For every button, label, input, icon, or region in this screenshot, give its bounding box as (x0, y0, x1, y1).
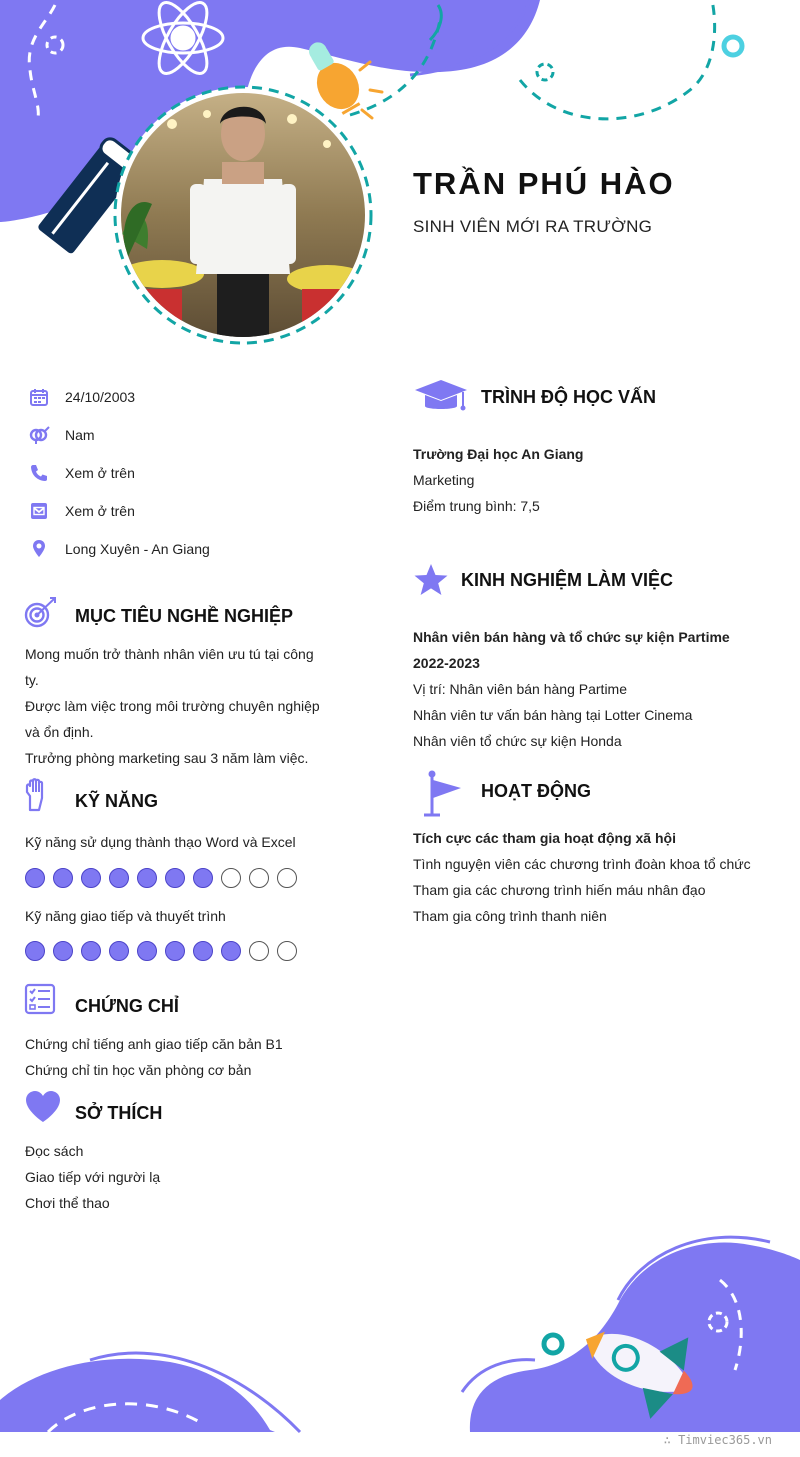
rating-dot-filled (25, 868, 45, 888)
rating-dot-filled (193, 868, 213, 888)
teal-ring-icon (544, 1335, 562, 1353)
skill-name: Kỹ năng giao tiếp và thuyết trình (25, 908, 226, 924)
certificate-item: Chứng chỉ tin học văn phòng cơ bản (25, 1062, 252, 1078)
heart-icon (24, 1090, 58, 1124)
rating-dot-filled (53, 868, 73, 888)
school-name: Trường Đại học An Giang (413, 446, 584, 462)
education-gpa: Điểm trung bình: 7,5 (413, 498, 540, 514)
rating-dot-filled (165, 941, 185, 961)
objective-line: Mong muốn trở thành nhân viên ưu tú tại công (25, 646, 314, 662)
objective-line: Được làm việc trong môi trường chuyên nghiệp (25, 698, 320, 714)
rating-dot-filled (165, 868, 185, 888)
gender-icon (28, 424, 50, 446)
rating-dot-empty (277, 868, 297, 888)
rating-dot-filled (109, 868, 129, 888)
checklist-icon (24, 983, 58, 1017)
experience-role: Nhân viên bán hàng và tổ chức sự kiện Partime (413, 629, 730, 645)
email-icon (28, 500, 50, 522)
skill-name: Kỹ năng sử dụng thành thạo Word và Excel (25, 834, 296, 850)
rating-dot-filled (193, 941, 213, 961)
skill-rating (25, 941, 297, 961)
experience-heading: KINH NGHIỆM LÀM VIỆC (461, 570, 674, 590)
activity-line: Tham gia công trình thanh niên (413, 908, 607, 924)
rating-dot-empty (249, 868, 269, 888)
rating-dot-filled (25, 941, 45, 961)
calendar-icon (28, 386, 50, 408)
graduation-cap-icon (413, 378, 469, 421)
experience-line: Vị trí: Nhân viên bán hàng Partime (413, 681, 628, 697)
hobby-item: Chơi thể thao (25, 1195, 110, 1211)
rating-dot-empty (221, 868, 241, 888)
experience-line: Nhân viên tư vấn bán hàng tại Lotter Cinema (413, 707, 693, 723)
rating-dot-filled (137, 941, 157, 961)
rating-dot-empty (249, 941, 269, 961)
experience-details (413, 624, 730, 754)
activity-line: Tham gia các chương trình hiến máu nhân đạo (413, 882, 706, 898)
job-title: SINH VIÊN MỚI RA TRƯỜNG (413, 217, 653, 236)
phone-icon (28, 462, 50, 484)
contact-address (28, 536, 210, 562)
hobby-item: Giao tiếp với người lạ (25, 1169, 161, 1185)
rating-dot-filled (137, 868, 157, 888)
activities-details (413, 825, 751, 929)
contact-gender (28, 422, 95, 448)
contact-text: Long Xuyên - An Giang (65, 541, 210, 557)
star-icon (413, 563, 449, 602)
contact-email (28, 498, 135, 524)
contact-text: 24/10/2003 (65, 389, 136, 405)
objective-line: Trưởng phòng marketing sau 3 năm làm việc. (25, 750, 309, 766)
certificate-item: Chứng chỉ tiếng anh giao tiếp căn bản B1 (25, 1036, 283, 1052)
full-name: TRẦN PHÚ HÀO (413, 166, 675, 201)
rating-dot-filled (81, 941, 101, 961)
education-details (413, 441, 583, 519)
rating-dot-filled (81, 868, 101, 888)
education-major: Marketing (413, 472, 475, 488)
objective-line: ty. (25, 672, 39, 688)
certificates-heading: CHỨNG CHỈ (75, 996, 179, 1016)
rating-dot-filled (109, 941, 129, 961)
teal-ring-icon (724, 37, 742, 55)
hobby-item: Đọc sách (25, 1143, 84, 1159)
objective-heading: MỤC TIÊU NGHỀ NGHIỆP (75, 606, 294, 626)
footer-decoration (0, 1220, 800, 1457)
location-pin-icon (28, 538, 50, 560)
certificates-list (25, 1031, 283, 1083)
experience-period: 2022-2023 (413, 655, 480, 671)
activities-title: Tích cực các tham gia hoạt động xã hội (413, 830, 676, 846)
education-heading: TRÌNH ĐỘ HỌC VẤN (481, 387, 656, 407)
flag-icon (418, 770, 464, 823)
profile-photo (112, 84, 374, 346)
skills-heading: KỸ NĂNG (75, 791, 159, 811)
rating-dot-filled (53, 941, 73, 961)
watermark: ∴ Timviec365.vn (663, 1433, 772, 1447)
target-icon (24, 596, 58, 630)
contact-text: Nam (65, 427, 95, 443)
hobbies-heading: SỞ THÍCH (75, 1103, 163, 1123)
contact-birthdate (28, 384, 135, 410)
rating-dot-empty (277, 941, 297, 961)
purple-blob-bottom-right (470, 1242, 800, 1432)
activities-heading: HOẠT ĐỘNG (481, 781, 591, 801)
rating-dot-filled (221, 941, 241, 961)
objective-text (25, 641, 345, 771)
contact-text: Xem ở trên (65, 503, 135, 519)
contact-phone (28, 460, 135, 486)
experience-line: Nhân viên tổ chức sự kiện Honda (413, 733, 622, 749)
hand-icon (22, 778, 56, 812)
skill-rating (25, 868, 297, 888)
hobbies-list (25, 1138, 160, 1216)
contact-text: Xem ở trên (65, 465, 135, 481)
purple-blob-bottom-left (0, 1359, 275, 1432)
objective-line: và ổn định. (25, 724, 94, 740)
activity-line: Tình nguyện viên các chương trình đoàn khoa tổ chức (413, 856, 751, 872)
